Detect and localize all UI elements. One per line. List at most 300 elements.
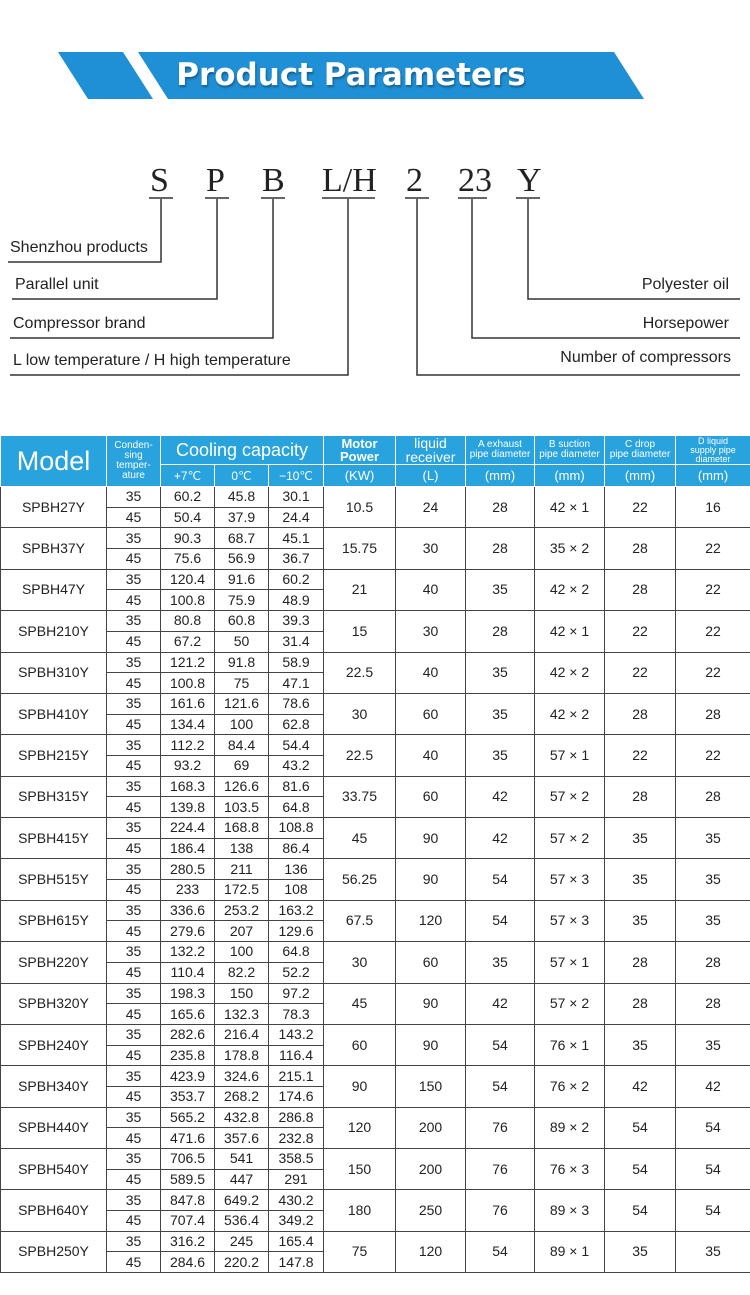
drop-pipe-cell: 35 [605, 818, 676, 859]
condensing-temp-cell: 45 [107, 921, 161, 942]
header-exhaust-unit: (mm) [466, 465, 535, 487]
motor-power-cell: 67.5 [324, 900, 396, 941]
capacity-0-cell: 541 [215, 1149, 269, 1170]
header-receiver-unit: (L) [396, 465, 466, 487]
table-row [1, 569, 750, 590]
condensing-temp-cell: 35 [107, 735, 161, 756]
motor-power-cell: 60 [324, 1024, 396, 1065]
condensing-temp-cell: 35 [107, 1231, 161, 1252]
suction-pipe-cell: 42 × 1 [535, 487, 605, 528]
capacity-0-cell: 216.4 [215, 1024, 269, 1045]
liquid-supply-pipe-cell: 22 [676, 611, 750, 652]
condensing-temp-cell: 35 [107, 776, 161, 797]
capacity-minus10-cell: 24.4 [269, 507, 324, 528]
table-row [1, 776, 750, 797]
motor-power-cell: 75 [324, 1231, 396, 1272]
header-condensing: Conden- sing temper- ature [107, 436, 161, 487]
table-row [1, 1024, 750, 1045]
motor-power-cell: 45 [324, 983, 396, 1024]
capacity-plus7-cell: 93.2 [161, 755, 215, 776]
motor-power-cell: 45 [324, 818, 396, 859]
exhaust-pipe-cell: 54 [466, 1066, 535, 1107]
model-cell: SPBH320Y [1, 983, 107, 1024]
liquid-receiver-cell: 60 [396, 693, 466, 734]
liquid-receiver-cell: 120 [396, 1231, 466, 1272]
capacity-0-cell: 649.2 [215, 1190, 269, 1211]
model-cell: SPBH37Y [1, 528, 107, 569]
capacity-0-cell: 69 [215, 755, 269, 776]
capacity-plus7-cell: 235.8 [161, 1045, 215, 1066]
liquid-receiver-cell: 40 [396, 735, 466, 776]
capacity-plus7-cell: 139.8 [161, 797, 215, 818]
suction-pipe-cell: 89 × 1 [535, 1231, 605, 1272]
exhaust-pipe-cell: 54 [466, 1024, 535, 1065]
table-row [1, 859, 750, 880]
capacity-plus7-cell: 60.2 [161, 487, 215, 508]
motor-power-cell: 90 [324, 1066, 396, 1107]
capacity-0-cell: 211 [215, 859, 269, 880]
motor-power-cell: 33.75 [324, 776, 396, 817]
capacity-0-cell: 121.6 [215, 693, 269, 714]
capacity-minus10-cell: 64.8 [269, 797, 324, 818]
header-drop: C drop pipe diameter [605, 436, 676, 465]
liquid-receiver-cell: 60 [396, 942, 466, 983]
capacity-plus7-cell: 168.3 [161, 776, 215, 797]
capacity-0-cell: 150 [215, 983, 269, 1004]
drop-pipe-cell: 22 [605, 611, 676, 652]
suction-pipe-cell: 57 × 3 [535, 900, 605, 941]
capacity-plus7-cell: 353.7 [161, 1086, 215, 1107]
header-cooling-capacity: Cooling capacity [161, 436, 324, 465]
capacity-0-cell: 432.8 [215, 1107, 269, 1128]
capacity-plus7-cell: 707.4 [161, 1211, 215, 1232]
header-cap-plus7: +7℃ [161, 465, 215, 487]
table-row [1, 1149, 750, 1170]
motor-power-cell: 30 [324, 693, 396, 734]
capacity-0-cell: 37.9 [215, 507, 269, 528]
drop-pipe-cell: 54 [605, 1190, 676, 1231]
header-exhaust: A exhaust pipe diameter [466, 436, 535, 465]
model-cell: SPBH415Y [1, 818, 107, 859]
drop-pipe-cell: 28 [605, 693, 676, 734]
liquid-receiver-cell: 40 [396, 569, 466, 610]
suction-pipe-cell: 89 × 3 [535, 1190, 605, 1231]
liquid-receiver-cell: 120 [396, 900, 466, 941]
label-parallel-unit: Parallel unit [15, 276, 99, 293]
motor-power-cell: 21 [324, 569, 396, 610]
capacity-plus7-cell: 565.2 [161, 1107, 215, 1128]
motor-power-cell: 56.25 [324, 859, 396, 900]
condensing-temp-cell: 35 [107, 942, 161, 963]
header-supply-unit: (mm) [676, 465, 750, 487]
liquid-receiver-cell: 150 [396, 1066, 466, 1107]
capacity-0-cell: 126.6 [215, 776, 269, 797]
suction-pipe-cell: 35 × 2 [535, 528, 605, 569]
condensing-temp-cell: 45 [107, 1086, 161, 1107]
code-letter-2: 2 [406, 162, 423, 199]
capacity-minus10-cell: 47.1 [269, 673, 324, 694]
table-row [1, 611, 750, 632]
liquid-supply-pipe-cell: 22 [676, 569, 750, 610]
header-model: Model [1, 436, 107, 487]
table-row [1, 528, 750, 549]
capacity-plus7-cell: 282.6 [161, 1024, 215, 1045]
label-horsepower: Horsepower [642, 315, 729, 332]
liquid-receiver-cell: 90 [396, 859, 466, 900]
motor-power-cell: 30 [324, 942, 396, 983]
drop-pipe-cell: 28 [605, 942, 676, 983]
capacity-minus10-cell: 39.3 [269, 611, 324, 632]
capacity-plus7-cell: 121.2 [161, 652, 215, 673]
motor-power-cell: 120 [324, 1107, 396, 1148]
drop-pipe-cell: 22 [605, 487, 676, 528]
motor-power-cell: 15.75 [324, 528, 396, 569]
capacity-plus7-cell: 233 [161, 880, 215, 901]
table-row [1, 900, 750, 921]
drop-pipe-cell: 35 [605, 900, 676, 941]
capacity-0-cell: 82.2 [215, 962, 269, 983]
model-cell: SPBH27Y [1, 487, 107, 528]
condensing-temp-cell: 45 [107, 962, 161, 983]
capacity-plus7-cell: 90.3 [161, 528, 215, 549]
table-row [1, 1190, 750, 1211]
condensing-temp-cell: 35 [107, 859, 161, 880]
suction-pipe-cell: 42 × 2 [535, 652, 605, 693]
suction-pipe-cell: 57 × 1 [535, 942, 605, 983]
liquid-supply-pipe-cell: 35 [676, 1024, 750, 1065]
model-cell: SPBH515Y [1, 859, 107, 900]
exhaust-pipe-cell: 35 [466, 652, 535, 693]
capacity-plus7-cell: 284.6 [161, 1252, 215, 1273]
capacity-0-cell: 132.3 [215, 1004, 269, 1025]
liquid-supply-pipe-cell: 54 [676, 1190, 750, 1231]
condensing-temp-cell: 35 [107, 693, 161, 714]
drop-pipe-cell: 54 [605, 1107, 676, 1148]
drop-pipe-cell: 54 [605, 1149, 676, 1190]
condensing-temp-cell: 35 [107, 983, 161, 1004]
liquid-receiver-cell: 90 [396, 983, 466, 1024]
capacity-0-cell: 103.5 [215, 797, 269, 818]
capacity-minus10-cell: 129.6 [269, 921, 324, 942]
liquid-receiver-cell: 200 [396, 1107, 466, 1148]
capacity-plus7-cell: 186.4 [161, 838, 215, 859]
condensing-temp-cell: 45 [107, 631, 161, 652]
capacity-0-cell: 168.8 [215, 818, 269, 839]
exhaust-pipe-cell: 28 [466, 487, 535, 528]
table-row [1, 1231, 750, 1252]
model-cell: SPBH210Y [1, 611, 107, 652]
label-shenzhou-products: Shenzhou products [10, 239, 148, 256]
condensing-temp-cell: 45 [107, 1211, 161, 1232]
condensing-temp-cell: 35 [107, 1066, 161, 1087]
model-cell: SPBH310Y [1, 652, 107, 693]
capacity-minus10-cell: 78.6 [269, 693, 324, 714]
model-cell: SPBH215Y [1, 735, 107, 776]
capacity-minus10-cell: 97.2 [269, 983, 324, 1004]
model-cell: SPBH47Y [1, 569, 107, 610]
drop-pipe-cell: 28 [605, 983, 676, 1024]
capacity-minus10-cell: 136 [269, 859, 324, 880]
capacity-minus10-cell: 54.4 [269, 735, 324, 756]
exhaust-pipe-cell: 76 [466, 1190, 535, 1231]
motor-power-cell: 22.5 [324, 735, 396, 776]
header-motor-unit: (KW) [324, 465, 396, 487]
capacity-0-cell: 447 [215, 1169, 269, 1190]
capacity-plus7-cell: 471.6 [161, 1128, 215, 1149]
motor-power-cell: 10.5 [324, 487, 396, 528]
capacity-0-cell: 220.2 [215, 1252, 269, 1273]
exhaust-pipe-cell: 42 [466, 818, 535, 859]
liquid-supply-pipe-cell: 42 [676, 1066, 750, 1107]
capacity-0-cell: 138 [215, 838, 269, 859]
liquid-supply-pipe-cell: 28 [676, 983, 750, 1024]
capacity-0-cell: 91.6 [215, 569, 269, 590]
capacity-plus7-cell: 280.5 [161, 859, 215, 880]
liquid-receiver-cell: 90 [396, 1024, 466, 1065]
code-letter-lh: L/H [322, 162, 377, 199]
drop-pipe-cell: 42 [605, 1066, 676, 1107]
model-cell: SPBH315Y [1, 776, 107, 817]
exhaust-pipe-cell: 35 [466, 942, 535, 983]
condensing-temp-cell: 35 [107, 1024, 161, 1045]
exhaust-pipe-cell: 76 [466, 1107, 535, 1148]
model-cell: SPBH250Y [1, 1231, 107, 1272]
parameters-table [0, 435, 750, 1273]
capacity-minus10-cell: 31.4 [269, 631, 324, 652]
condensing-temp-cell: 45 [107, 549, 161, 570]
table-row [1, 487, 750, 508]
capacity-minus10-cell: 163.2 [269, 900, 324, 921]
model-cell: SPBH540Y [1, 1149, 107, 1190]
capacity-plus7-cell: 224.4 [161, 818, 215, 839]
suction-pipe-cell: 57 × 2 [535, 776, 605, 817]
exhaust-pipe-cell: 54 [466, 900, 535, 941]
drop-pipe-cell: 35 [605, 859, 676, 900]
capacity-0-cell: 91.8 [215, 652, 269, 673]
capacity-0-cell: 357.6 [215, 1128, 269, 1149]
capacity-plus7-cell: 132.2 [161, 942, 215, 963]
drop-pipe-cell: 28 [605, 528, 676, 569]
motor-power-cell: 15 [324, 611, 396, 652]
exhaust-pipe-cell: 76 [466, 1149, 535, 1190]
drop-pipe-cell: 28 [605, 776, 676, 817]
code-letter-y: Y [517, 162, 542, 199]
table-row [1, 693, 750, 714]
capacity-0-cell: 84.4 [215, 735, 269, 756]
model-cell: SPBH615Y [1, 900, 107, 941]
condensing-temp-cell: 35 [107, 1190, 161, 1211]
motor-power-cell: 22.5 [324, 652, 396, 693]
liquid-supply-pipe-cell: 28 [676, 693, 750, 734]
capacity-0-cell: 324.6 [215, 1066, 269, 1087]
capacity-minus10-cell: 64.8 [269, 942, 324, 963]
page-title: Product Parameters [176, 57, 526, 93]
capacity-plus7-cell: 80.8 [161, 611, 215, 632]
model-cell: SPBH410Y [1, 693, 107, 734]
liquid-supply-pipe-cell: 35 [676, 900, 750, 941]
liquid-receiver-cell: 60 [396, 776, 466, 817]
table-row [1, 1107, 750, 1128]
label-temperature: L low temperature / H high temperature [13, 352, 291, 369]
capacity-minus10-cell: 143.2 [269, 1024, 324, 1045]
table-row [1, 818, 750, 839]
capacity-minus10-cell: 52.2 [269, 962, 324, 983]
code-letter-p: P [206, 162, 225, 199]
capacity-plus7-cell: 110.4 [161, 962, 215, 983]
capacity-plus7-cell: 67.2 [161, 631, 215, 652]
header-suction: B suction pipe diameter [535, 436, 605, 465]
exhaust-pipe-cell: 35 [466, 693, 535, 734]
capacity-minus10-cell: 81.6 [269, 776, 324, 797]
capacity-plus7-cell: 198.3 [161, 983, 215, 1004]
liquid-receiver-cell: 250 [396, 1190, 466, 1231]
condensing-temp-cell: 45 [107, 880, 161, 901]
capacity-minus10-cell: 174.6 [269, 1086, 324, 1107]
capacity-plus7-cell: 100.8 [161, 673, 215, 694]
capacity-plus7-cell: 100.8 [161, 590, 215, 611]
capacity-minus10-cell: 43.2 [269, 755, 324, 776]
header-suction-unit: (mm) [535, 465, 605, 487]
capacity-minus10-cell: 349.2 [269, 1211, 324, 1232]
table-row [1, 735, 750, 756]
suction-pipe-cell: 42 × 2 [535, 693, 605, 734]
drop-pipe-cell: 35 [605, 1024, 676, 1065]
condensing-temp-cell: 45 [107, 1004, 161, 1025]
liquid-supply-pipe-cell: 28 [676, 776, 750, 817]
header-cap-minus10: −10℃ [269, 465, 324, 487]
exhaust-pipe-cell: 28 [466, 611, 535, 652]
suction-pipe-cell: 76 × 3 [535, 1149, 605, 1190]
exhaust-pipe-cell: 28 [466, 528, 535, 569]
suction-pipe-cell: 42 × 1 [535, 611, 605, 652]
capacity-0-cell: 253.2 [215, 900, 269, 921]
suction-pipe-cell: 57 × 2 [535, 983, 605, 1024]
condensing-temp-cell: 35 [107, 528, 161, 549]
liquid-supply-pipe-cell: 54 [676, 1149, 750, 1190]
exhaust-pipe-cell: 54 [466, 1231, 535, 1272]
capacity-0-cell: 178.8 [215, 1045, 269, 1066]
table-row [1, 1066, 750, 1087]
condensing-temp-cell: 45 [107, 1169, 161, 1190]
condensing-temp-cell: 45 [107, 797, 161, 818]
header-liquid-receiver: liquid receiver [396, 436, 466, 465]
drop-pipe-cell: 35 [605, 1231, 676, 1272]
liquid-supply-pipe-cell: 22 [676, 735, 750, 776]
label-compressor-brand: Compressor brand [13, 315, 146, 332]
liquid-receiver-cell: 30 [396, 611, 466, 652]
liquid-supply-pipe-cell: 22 [676, 528, 750, 569]
code-letter-s: S [150, 162, 169, 199]
capacity-minus10-cell: 62.8 [269, 714, 324, 735]
condensing-temp-cell: 35 [107, 487, 161, 508]
capacity-plus7-cell: 165.6 [161, 1004, 215, 1025]
liquid-supply-pipe-cell: 28 [676, 942, 750, 983]
liquid-supply-pipe-cell: 35 [676, 859, 750, 900]
header-drop-unit: (mm) [605, 465, 676, 487]
condensing-temp-cell: 35 [107, 569, 161, 590]
capacity-minus10-cell: 86.4 [269, 838, 324, 859]
capacity-minus10-cell: 45.1 [269, 528, 324, 549]
suction-pipe-cell: 76 × 2 [535, 1066, 605, 1107]
capacity-plus7-cell: 589.5 [161, 1169, 215, 1190]
capacity-plus7-cell: 423.9 [161, 1066, 215, 1087]
drop-pipe-cell: 22 [605, 735, 676, 776]
model-cell: SPBH240Y [1, 1024, 107, 1065]
capacity-minus10-cell: 78.3 [269, 1004, 324, 1025]
capacity-minus10-cell: 60.2 [269, 569, 324, 590]
capacity-0-cell: 45.8 [215, 487, 269, 508]
model-cell: SPBH440Y [1, 1107, 107, 1148]
suction-pipe-cell: 57 × 2 [535, 818, 605, 859]
capacity-0-cell: 207 [215, 921, 269, 942]
capacity-minus10-cell: 232.8 [269, 1128, 324, 1149]
condensing-temp-cell: 45 [107, 1128, 161, 1149]
capacity-plus7-cell: 316.2 [161, 1231, 215, 1252]
liquid-receiver-cell: 24 [396, 487, 466, 528]
label-polyester-oil: Polyester oil [641, 276, 729, 293]
table-row [1, 942, 750, 963]
model-cell: SPBH640Y [1, 1190, 107, 1231]
liquid-supply-pipe-cell: 16 [676, 487, 750, 528]
label-number-of-compressors: Number of compressors [560, 349, 731, 366]
table-row [1, 652, 750, 673]
capacity-plus7-cell: 706.5 [161, 1149, 215, 1170]
liquid-supply-pipe-cell: 22 [676, 652, 750, 693]
condensing-temp-cell: 45 [107, 507, 161, 528]
header-motor-power: Motor Power [324, 436, 396, 465]
capacity-0-cell: 68.7 [215, 528, 269, 549]
condensing-temp-cell: 45 [107, 838, 161, 859]
capacity-0-cell: 75.9 [215, 590, 269, 611]
exhaust-pipe-cell: 35 [466, 735, 535, 776]
table-row [1, 983, 750, 1004]
capacity-minus10-cell: 116.4 [269, 1045, 324, 1066]
capacity-plus7-cell: 134.4 [161, 714, 215, 735]
drop-pipe-cell: 28 [605, 569, 676, 610]
liquid-receiver-cell: 200 [396, 1149, 466, 1190]
suction-pipe-cell: 57 × 1 [535, 735, 605, 776]
capacity-plus7-cell: 336.6 [161, 900, 215, 921]
exhaust-pipe-cell: 54 [466, 859, 535, 900]
capacity-minus10-cell: 108.8 [269, 818, 324, 839]
capacity-0-cell: 75 [215, 673, 269, 694]
condensing-temp-cell: 45 [107, 714, 161, 735]
condensing-temp-cell: 35 [107, 1149, 161, 1170]
code-letter-b: B [262, 162, 285, 199]
capacity-plus7-cell: 161.6 [161, 693, 215, 714]
model-cell: SPBH220Y [1, 942, 107, 983]
condensing-temp-cell: 35 [107, 652, 161, 673]
capacity-0-cell: 268.2 [215, 1086, 269, 1107]
condensing-temp-cell: 35 [107, 818, 161, 839]
header-liquid-supply: D liquid supply pipe diameter [676, 436, 750, 465]
condensing-temp-cell: 35 [107, 611, 161, 632]
condensing-temp-cell: 45 [107, 590, 161, 611]
capacity-plus7-cell: 847.8 [161, 1190, 215, 1211]
capacity-minus10-cell: 48.9 [269, 590, 324, 611]
capacity-minus10-cell: 108 [269, 880, 324, 901]
condensing-temp-cell: 45 [107, 755, 161, 776]
capacity-0-cell: 172.5 [215, 880, 269, 901]
condensing-temp-cell: 45 [107, 673, 161, 694]
exhaust-pipe-cell: 42 [466, 983, 535, 1024]
capacity-plus7-cell: 50.4 [161, 507, 215, 528]
condensing-temp-cell: 35 [107, 900, 161, 921]
capacity-minus10-cell: 215.1 [269, 1066, 324, 1087]
liquid-receiver-cell: 90 [396, 818, 466, 859]
capacity-minus10-cell: 58.9 [269, 652, 324, 673]
capacity-plus7-cell: 120.4 [161, 569, 215, 590]
